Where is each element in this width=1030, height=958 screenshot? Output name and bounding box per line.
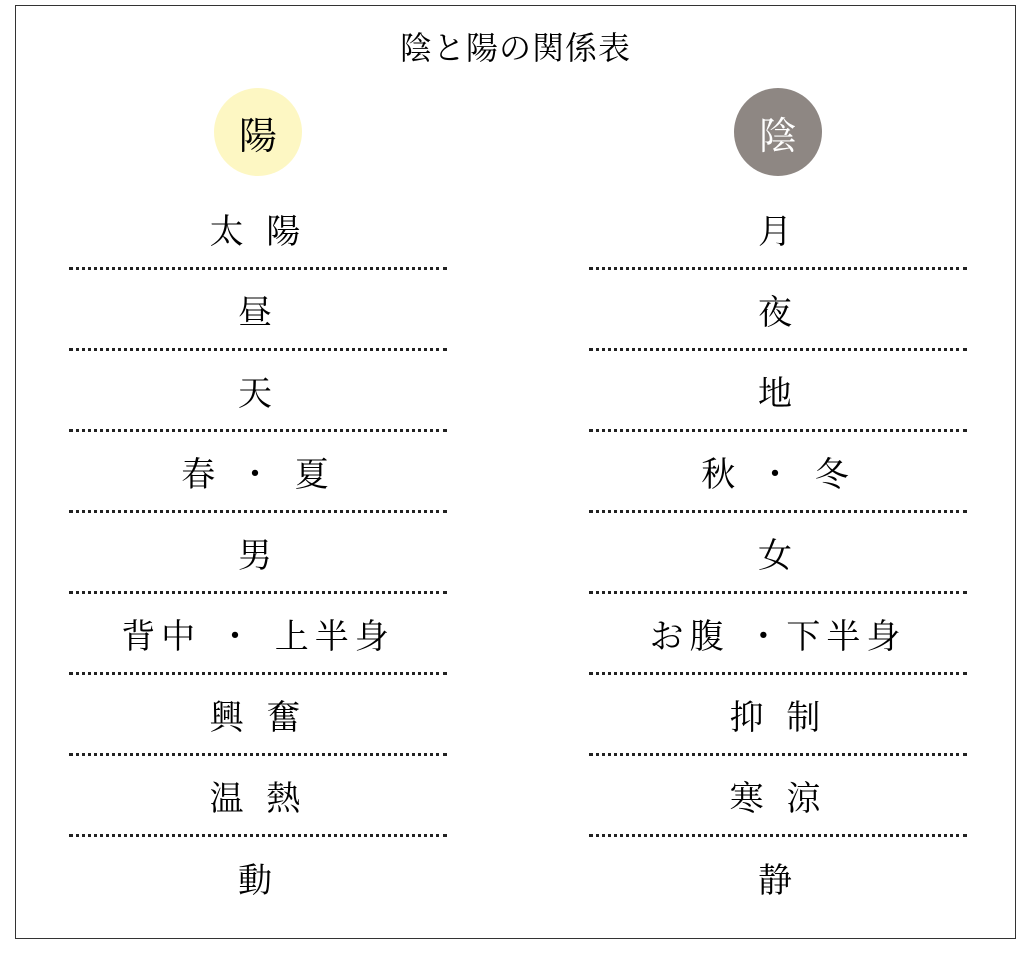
yang-item: 昼 xyxy=(69,270,447,351)
yin-item: 女 xyxy=(589,513,967,594)
yin-item: 寒 涼 xyxy=(589,756,967,837)
yin-item: お腹 ・下半身 xyxy=(589,594,967,675)
yang-item: 天 xyxy=(69,351,447,432)
yin-circle-badge: 陰 xyxy=(734,88,822,176)
yang-item: 春 ・ 夏 xyxy=(69,432,447,513)
yin-item: 抑 制 xyxy=(589,675,967,756)
table-title: 陰と陽の関係表 xyxy=(399,29,631,67)
yang-item: 太 陽 xyxy=(69,189,447,270)
yin-item: 夜 xyxy=(589,270,967,351)
yang-item: 背中 ・ 上半身 xyxy=(69,594,447,675)
yin-item: 月 xyxy=(589,189,967,270)
yin-item: 地 xyxy=(589,351,967,432)
yang-item: 男 xyxy=(69,513,447,594)
yang-item: 興 奮 xyxy=(69,675,447,756)
relationship-table-frame xyxy=(15,5,1016,939)
yang-circle-badge: 陽 xyxy=(214,88,302,176)
yang-item: 温 熱 xyxy=(69,756,447,837)
yin-item: 静 xyxy=(758,861,798,901)
yang-column xyxy=(69,6,447,938)
yin-item: 秋 ・ 冬 xyxy=(589,432,967,513)
yin-column xyxy=(589,6,967,938)
yang-item: 動 xyxy=(238,861,278,901)
